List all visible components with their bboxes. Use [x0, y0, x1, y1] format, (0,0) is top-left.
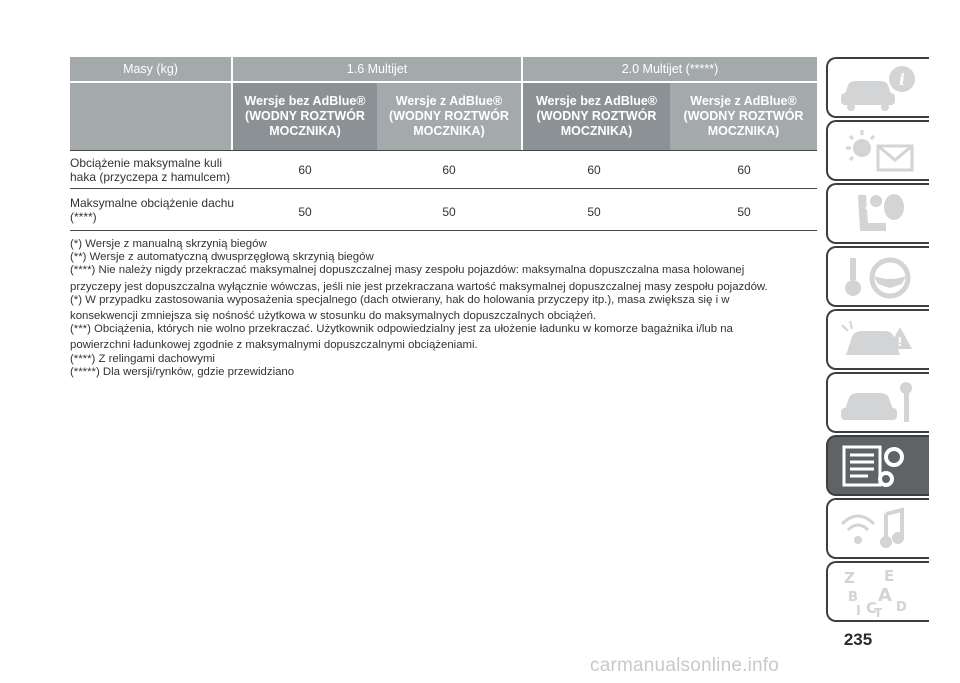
footnote: (*****) Dla wersji/rynków, gdzie przewidziano — [70, 365, 295, 378]
technical-data-table — [70, 57, 817, 231]
footnote: (*) W przypadku zastosowania wyposażenia specjalnego (dach otwierany, hak do holowania przyczepy itp.), masa zwiększa się i w — [70, 293, 730, 306]
warning-lights-icon — [836, 126, 922, 176]
svg-text:E: E — [883, 566, 894, 585]
svg-text:C: C — [865, 598, 877, 617]
tab-technical-data[interactable] — [826, 435, 929, 496]
alphabetical-index-icon — [836, 567, 922, 617]
table-header-row — [70, 57, 817, 81]
row-value: 50 — [442, 205, 456, 219]
header-engine-1: 1.6 Multijet — [233, 57, 521, 81]
tab-maintenance[interactable] — [826, 372, 929, 433]
svg-text:B: B — [847, 589, 858, 605]
row-value: 50 — [737, 205, 751, 219]
tab-starting-driving[interactable] — [826, 246, 929, 307]
svg-text:T: T — [873, 605, 882, 617]
svg-text:!: ! — [896, 334, 902, 349]
footnote: powierzchni ładunkowej zgodnie z maksymalnymi dopuszczalnymi obciążeniami. — [70, 339, 478, 352]
subheader-cell: Wersje z AdBlue® (WODNY ROZTWÓR MOCZNIKA) — [670, 83, 817, 150]
airbag-seat-icon — [836, 189, 922, 239]
car-tools-icon — [836, 378, 922, 428]
subheader-cell: Wersje bez AdBlue® (WODNY ROZTWÓR MOCZNIKA) — [523, 83, 670, 150]
car-info-icon — [836, 63, 922, 113]
table-row — [70, 150, 817, 189]
footnote: (****) Z relingami dachowymi — [70, 352, 215, 365]
subheader-cell: Wersje bez AdBlue® (WODNY ROZTWÓR MOCZNIKA) — [233, 83, 377, 150]
table-row — [70, 189, 817, 231]
tab-index[interactable] — [826, 561, 929, 622]
svg-text:i: i — [898, 69, 905, 89]
table-subheader-row — [70, 83, 817, 150]
tab-emergency[interactable] — [826, 309, 929, 370]
car-crash-icon — [836, 315, 922, 365]
header-engine-2: 2.0 Multijet (*****) — [523, 57, 817, 81]
footnote: (***) Obciążenia, których nie wolno przekraczać. Użytkownik odpowiedzialny jest za ułożenie ładunku w komorze bagażnika i/lub na — [70, 323, 733, 336]
watermark: carmanualsonline.info — [590, 655, 780, 676]
row-value: 50 — [587, 205, 601, 219]
tab-car-info[interactable] — [826, 57, 929, 118]
footnote: konsekwencji zmniejsza się nośność użytkowa w stosunku do maksymalnych dopuszczalnych obciążeń. — [70, 310, 597, 323]
footnote: przyczepy jest dopuszczalna wyłącznie wówczas, jeśli nie jest przekraczana wartość maksymalnej dopuszczalnej masy zespołu pojazdów. — [70, 280, 768, 293]
tab-safety[interactable] — [826, 183, 929, 244]
svg-text:A: A — [877, 584, 892, 606]
row-value: 50 — [298, 205, 312, 219]
tab-warning-lights[interactable] — [826, 120, 929, 181]
row-label: Maksymalne obciążenie dachu (****) — [70, 196, 235, 224]
svg-text:I: I — [855, 603, 861, 617]
footnote: (**) Wersje z automatyczną dwusprzęgłową skrzynią biegów — [70, 251, 374, 264]
multimedia-icon — [836, 504, 922, 554]
tab-multimedia[interactable] — [826, 498, 929, 559]
row-value: 60 — [737, 163, 751, 177]
subheader-cell: Wersje z AdBlue® (WODNY ROZTWÓR MOCZNIKA) — [377, 83, 521, 150]
row-value: 60 — [298, 163, 312, 177]
row-value: 60 — [442, 163, 456, 177]
footnote: (*) Wersje z manualną skrzynią biegów — [70, 238, 267, 250]
subheader-empty — [70, 83, 231, 150]
svg-text:Z: Z — [843, 568, 855, 587]
specs-list-gear-icon — [836, 441, 922, 491]
row-label: Obciążenie maksymalne kuli haka (przyczepa z hamulcem) — [70, 156, 231, 184]
footnote: (****) Nie należy nigdy przekraczać maksymalnej dopuszczalnej masy zespołu pojazdów: maksymalna dopuszczalna masa holowanej — [70, 264, 745, 277]
row-value: 60 — [587, 163, 601, 177]
footnotes — [70, 238, 818, 379]
page-number: 235 — [843, 630, 873, 649]
svg-text:D: D — [895, 599, 907, 615]
header-mass: Masy (kg) — [70, 57, 231, 81]
key-steering-wheel-icon — [836, 252, 922, 302]
